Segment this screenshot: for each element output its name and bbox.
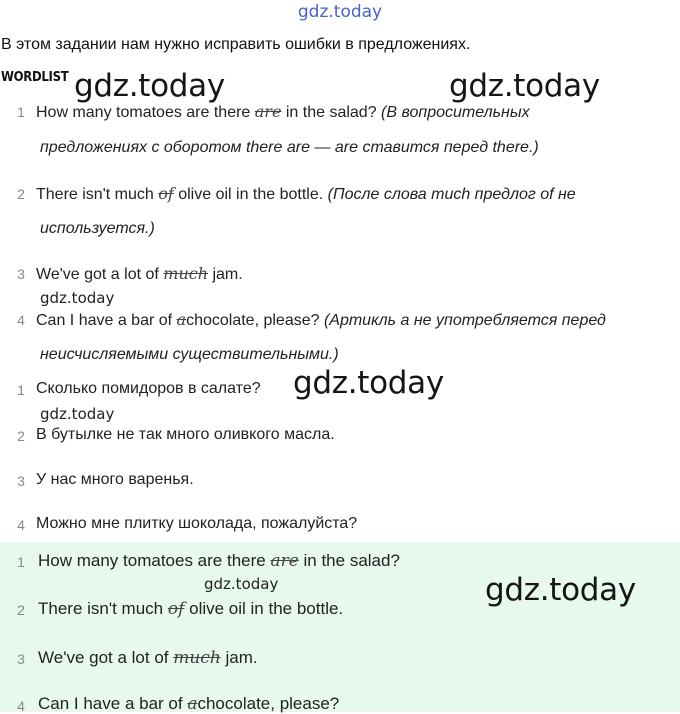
watermark: gdz.today — [449, 68, 600, 104]
watermark: gdz.today — [204, 575, 279, 593]
correction-note-cont: используется.) — [40, 220, 155, 237]
site-header-logo[interactable]: gdz.today — [297, 2, 383, 22]
correction-number: 4 — [17, 312, 25, 328]
answer-number: 1 — [17, 554, 25, 570]
translation-number: 2 — [17, 428, 25, 444]
struck-word: of — [158, 184, 174, 203]
correction-note: (После слова much предлог of не — [327, 186, 576, 203]
watermark: gdz.today — [485, 572, 636, 608]
answer-number: 4 — [17, 698, 25, 714]
struck-word: a — [176, 310, 187, 329]
answer-line: We've got a lot of much jam. — [38, 648, 258, 668]
watermark: gdz.today — [293, 365, 444, 401]
answer-line: There isn't much of olive oil in the bottle. — [38, 599, 344, 619]
translation-line: В бутылке не так много оливкого масла. — [36, 426, 335, 443]
translation-line: Можно мне плитку шоколада, пожалуйста? — [36, 515, 358, 532]
correction-note: (В вопросительных — [381, 104, 530, 121]
correction-note-cont: неисчисляемыми существительными.) — [40, 346, 339, 363]
struck-word: are — [270, 551, 299, 571]
correction-note: (Артикль a не употребляется перед — [323, 312, 606, 329]
answer-number: 2 — [17, 602, 25, 618]
struck-word: of — [167, 599, 185, 619]
correction-line: We've got a lot of much jam. — [36, 264, 243, 283]
answer-line: Can I have a bar of achocolate, please? — [38, 694, 340, 714]
translation-line: У нас много варенья. — [36, 471, 194, 488]
answer-number: 3 — [17, 651, 25, 667]
translation-line: Сколько помидоров в салате? — [36, 380, 261, 397]
correction-number: 3 — [17, 266, 25, 282]
correction-note-cont: предложениях с оборотом there are — are ставится перед there.) — [40, 139, 539, 156]
struck-word: much — [173, 648, 221, 668]
struck-word: much — [163, 264, 209, 283]
watermark: gdz.today — [40, 405, 115, 423]
translation-number: 1 — [17, 382, 25, 398]
wordlist-label: WORDLIST — [1, 70, 69, 85]
correction-number: 2 — [17, 186, 25, 202]
translation-number: 3 — [17, 473, 25, 489]
struck-word: a — [187, 694, 198, 714]
correction-line: How many tomatoes are there are in the salad? (В вопросительных — [36, 102, 530, 121]
answer-line: How many tomatoes are there are in the salad? — [38, 551, 400, 571]
watermark: gdz.today — [40, 289, 115, 307]
watermark: gdz.today — [74, 68, 225, 104]
struck-word: are — [254, 102, 282, 121]
correction-line: Can I have a bar of achocolate, please? (Артикль a не употребляется перед — [36, 310, 606, 329]
correction-line: There isn't much of olive oil in the bottle. (После слова much предлог of не — [36, 184, 576, 203]
correction-number: 1 — [17, 104, 25, 120]
task-intro: В этом задании нам нужно исправить ошибки в предложениях. — [1, 36, 471, 53]
translation-number: 4 — [17, 517, 25, 533]
